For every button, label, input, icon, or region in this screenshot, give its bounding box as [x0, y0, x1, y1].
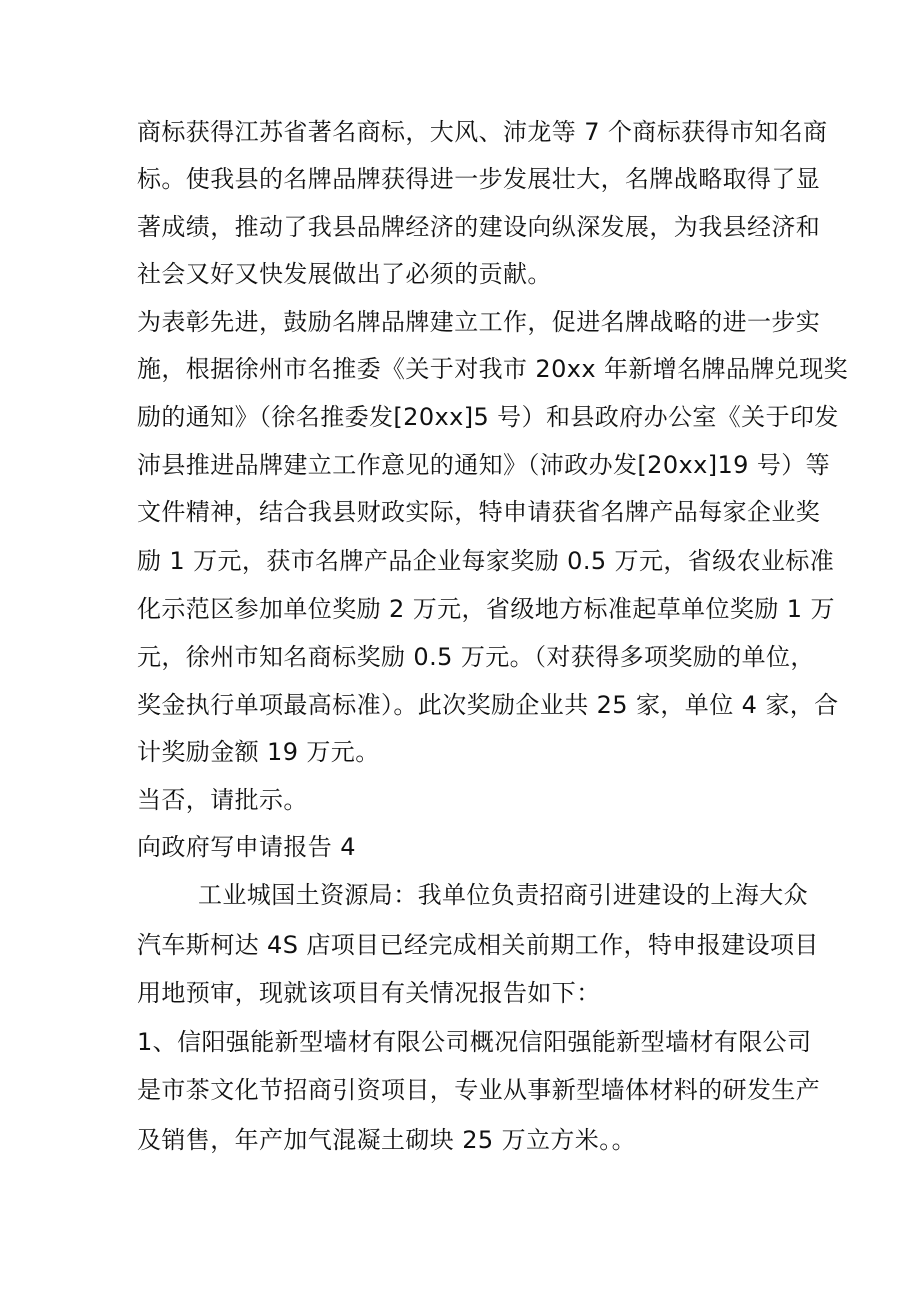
text-line: 为表彰先进，鼓励名牌品牌建立工作，促进名牌战略的进一步实 [137, 308, 821, 336]
text-line: 社会又好又快发展做出了必须的贡献。 [137, 260, 552, 288]
text-line: 1、信阳强能新型墙材有限公司概况信阳强能新型墙材有限公司 [137, 1028, 812, 1056]
text-line: 计奖励金额 19 万元。 [137, 738, 380, 766]
text-line: 及销售，年产加气混凝土砌块 25 万立方米。。 [137, 1126, 636, 1154]
text-line: 施，根据徐州市名推委《关于对我市 20xx 年新增名牌品牌兑现奖 [137, 355, 849, 383]
text-line: 文件精神，结合我县财政实际，特申请获省名牌产品每家企业奖 [137, 498, 821, 526]
text-line: 化示范区参加单位奖励 2 万元，省级地方标准起草单位奖励 1 万 [137, 595, 835, 623]
section-heading: 向政府写申请报告 4 [137, 833, 356, 861]
text-line: 著成绩，推动了我县品牌经济的建设向纵深发展，为我县经济和 [137, 213, 821, 241]
text-line: 元，徐州市知名商标奖励 0.5 万元。（对获得多项奖励的单位， [137, 643, 815, 671]
text-line: 奖金执行单项最高标准）。此次奖励企业共 25 家，单位 4 家，合 [137, 691, 839, 719]
text-line: 励 1 万元，获市名牌产品企业每家奖励 0.5 万元，省级农业标准 [137, 547, 835, 575]
text-line: 标。使我县的名牌品牌获得进一步发展壮大，名牌战略取得了显 [137, 165, 821, 193]
text-line: 商标获得江苏省著名商标，大风、沛龙等 7 个商标获得市知名商 [137, 118, 828, 146]
text-line: 当否，请批示。 [137, 786, 308, 814]
text-line: 沛县推进品牌建立工作意见的通知》（沛政办发[20xx]19 号）等 [137, 451, 831, 479]
text-line: 是市茶文化节招商引资项目，专业从事新型墙体材料的研发生产 [137, 1076, 821, 1104]
text-line: 汽车斯柯达 4S 店项目已经完成相关前期工作，特申报建设项目 [137, 931, 819, 959]
text-line: 工业城国土资源局：我单位负责招商引进建设的上海大众 [198, 881, 808, 909]
text-line: 励的通知》（徐名推委发[20xx]5 号）和县政府办公室《关于印发 [137, 403, 839, 431]
text-line: 用地预审，现就该项目有关情况报告如下： [137, 979, 601, 1007]
